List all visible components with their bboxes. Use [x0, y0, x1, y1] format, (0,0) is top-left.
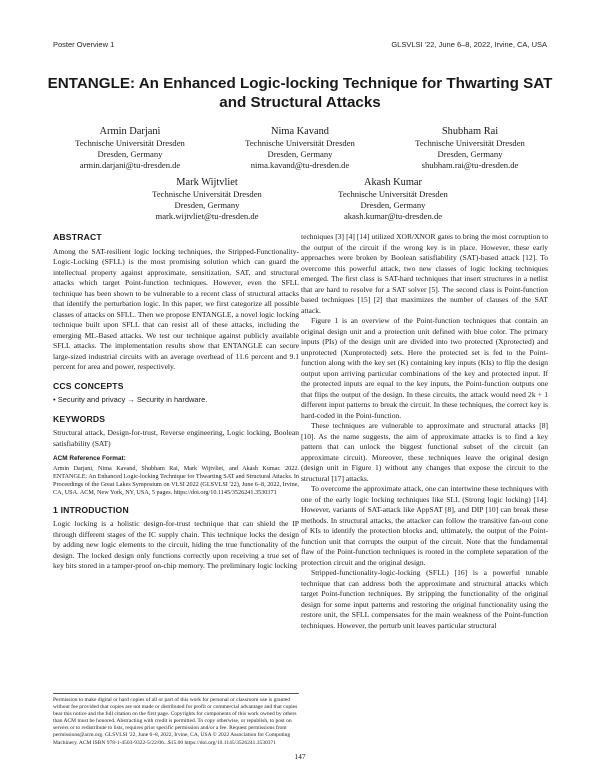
introduction-heading: 1 INTRODUCTION: [53, 504, 129, 515]
author-block: [390, 125, 550, 171]
keywords-text: Structural attack, Design-for-trust, Reverse engineering, Logic locking, Boolean satisfiability (SAT): [53, 428, 299, 448]
paragraph: Figure 1 is an overview of the Point-function techniques that contain an original design unit and a protection unit defined with blue color. The primary inputs (PIs) of the design unit are divided into two protected (Xprotected) and unprotected (Xunprotected) sets. Here the protected set is fed to the Point-function along with the key set (K) containing key inputs (KIs) to flip the design output upon arriving particular combinations of the key and protected input. If the protected inputs are equal to the key inputs, the Point-function outputs one that flips the output of the design. In these circuits, the attack would need 2k + 1 different input patterns to break the circuit. In these techniques, the correct key is hard-coded in the Point-function.: [301, 316, 548, 420]
abstract-heading: ABSTRACT: [53, 232, 102, 242]
copyright-footnote: Permission to make digital or hard copies of all or part of this work for personal or classroom use is granted without fee provided that copies are not made or distributed for profit or commercial advantage and that copies bear this notice and the full citation on the first page. Copyrights for components of this work owned by others than ACM must be honored. Abstracting with credit is permitted. To copy otherwise, or republish, to post on servers or to redistribute to lists, requires prior specific permission and/or a fee. Request permissions from permissions@acm.org. GLSVLSI '22, June 6–8, 2022, Irvine, CA, USA © 2022 Association for Computing Machinery. ACM ISBN 978-1-4503-9322-5/22/06...$15.00 https://doi.org/10.1145/3526241.3530371: [53, 693, 299, 747]
abstract-text: Among the SAT-resilient logic locking techniques, the Stripped-Functionality-Logic-Locking (SFLL) is the most promising solution which can guard the intellectual property against approximate, sensitization, SAT, and structural attacks which target Point-function techniques. However, even the SFLL technique has been shown to be vulnerable to a recent class of structural attacks that identify the perturbation logic. In this paper, we first categorize all possible classes of attacks on SFLL. Then we propose ENTANGLE, a novel logic locking technique built upon SFLL that can resist all of these attacks, including the emerging ML-Based attacks. We test our technique against publicly available SFLL attacks. The implementation results show that ENTANGLE can secure large-sized industrial circuits with an average overhead of 11.6 percent and 9.1 percent for area and power, respectively.: [53, 246, 299, 371]
author-row-1: [50, 125, 550, 171]
author-email[interactable]: akash.kumar@tu-dresden.de: [343, 211, 443, 221]
author-block: [220, 125, 380, 171]
paragraph: To overcome the approximate attack, one can intertwine these techniques with one of the early logic locking techniques like SLL (Strong logic locking) [14]. However, variants of SAT-attack like AppSAT [8], and DIP [10] can break these methods. In structural attacks, the attacker can follow the transitive fan-out cone of KIs to identify the protection blocks and, ultimately, the output of the Point-function unit that corrupts the output of the circuit. Note that the fundamental flaw of the Point-function techniques is rooted in the complete separation of the protection circuit and the original design.: [301, 484, 548, 567]
author-name: Nima Kavand: [271, 126, 329, 137]
keywords-heading: KEYWORDS: [53, 413, 106, 424]
author-affiliation: Technische Universität Dresden: [152, 189, 262, 199]
acm-reference-heading: ACM Reference Format:: [53, 455, 126, 462]
author-name: Akash Kumar: [363, 177, 422, 188]
paragraph: techniques [3] [4] [14] utilized XOR/XNOR gates to bring the most corruption to the output of the circuit if the wrong key is in place. However, these early approaches were broken by Boolean satisfiability (SAT)-based attack [12]. To overcome this powerful attack, two new classes of logic locking techniques emerged. The first class is SAT-hard techniques that insert structures in a netlist that are hard to resolve for a SAT solver [5]. The second class is Point-function based techniques [15] [2] that maximizes the number of clauses of the SAT attack.: [301, 232, 548, 315]
author-location: Dresden, Germany: [437, 149, 503, 159]
paragraph: These techniques are vulnerable to approximate and structural attacks [8] [10]. As the name suggests, the aim of approximate attacks is to find a key pattern that can unlock the biggest functional subset of the circuit (an approximate circuit). Moreover, these techniques leave the original design (design unit in Figure 1) without any changes that expose the circuit to the structural [17] attacks.: [301, 421, 548, 483]
paragraph: Stripped-functionality-logic-locking (SFLL) [16] is a powerful tunable technique that can address both the approximate and structural attacks which target Point-function techniques. By stripping the functionality of the original design for some input patterns and restoring the original functionality using the restore unit, the SFLL compensates for the main weakness of the Point-function techniques. However, the perturb unit leaves particular structural: [301, 568, 548, 630]
author-affiliation: Technische Universität Dresden: [415, 138, 525, 148]
author-email[interactable]: armin.darjani@tu-dresden.de: [79, 160, 181, 170]
ccs-heading: CCS CONCEPTS: [53, 380, 124, 391]
author-location: Dresden, Germany: [360, 200, 426, 210]
author-affiliation: Technische Universität Dresden: [75, 138, 185, 148]
author-affiliation: Technische Universität Dresden: [245, 138, 355, 148]
author-name: Shubham Rai: [441, 126, 499, 137]
author-email[interactable]: mark.wijtvliet@tu-dresden.de: [155, 211, 259, 221]
author-affiliation: Technische Universität Dresden: [338, 189, 448, 199]
ccs-concepts: • Security and privacy → Security in hardware.: [53, 395, 208, 404]
author-location: Dresden, Germany: [174, 200, 240, 210]
author-row-2: [50, 176, 550, 222]
acm-reference-text: Armin Darjani, Nima Kavand, Shubham Rai, Mark Wijtvliet, and Akash Kumar. 2022. ENTANGLE: An Enhanced Logic-locking Technique for Thwarting SAT and Structural Attacks. In Proceedings of the Great Lakes Symposium on VLSI 2022 (GLSVLSI '22), June 6–8, 2022, Irvine, CA, USA. ACM, New York, NY, USA, 5 pages. https://doi.org/10.1145/3526241.3530371: [53, 464, 299, 496]
left-column: [53, 232, 299, 572]
author-name: Mark Wijtvliet: [176, 177, 238, 188]
author-name: Armin Darjani: [99, 126, 161, 137]
running-header-right: GLSVLSI '22, June 6–8, 2022, Irvine, CA, USA: [391, 40, 547, 49]
right-column: [301, 232, 548, 631]
author-block: [313, 176, 473, 222]
paper-title: ENTANGLE: An Enhanced Logic-locking Technique for Thwarting SAT and Structural Attacks: [47, 75, 553, 111]
author-block: [127, 176, 287, 222]
introduction-text: Logic locking is a holistic design-for-trust technique that can shield the IP through different stages of the IC supply chain. This technique locks the design by adding new logic elements to the circuit, hiding the true functionality of the design. The locked design only functions correctly upon receiving a true set of key bits stored in a tamper-proof on-chip memory. The preliminary logic locking: [53, 519, 299, 571]
author-email[interactable]: shubham.rai@tu-dresden.de: [421, 160, 519, 170]
page-number: 147: [294, 752, 306, 761]
author-location: Dresden, Germany: [267, 149, 333, 159]
author-location: Dresden, Germany: [97, 149, 163, 159]
author-block: [50, 125, 210, 171]
author-email[interactable]: nima.kavand@tu-dresden.de: [250, 160, 350, 170]
running-header-left: Poster Overview 1: [53, 40, 115, 49]
